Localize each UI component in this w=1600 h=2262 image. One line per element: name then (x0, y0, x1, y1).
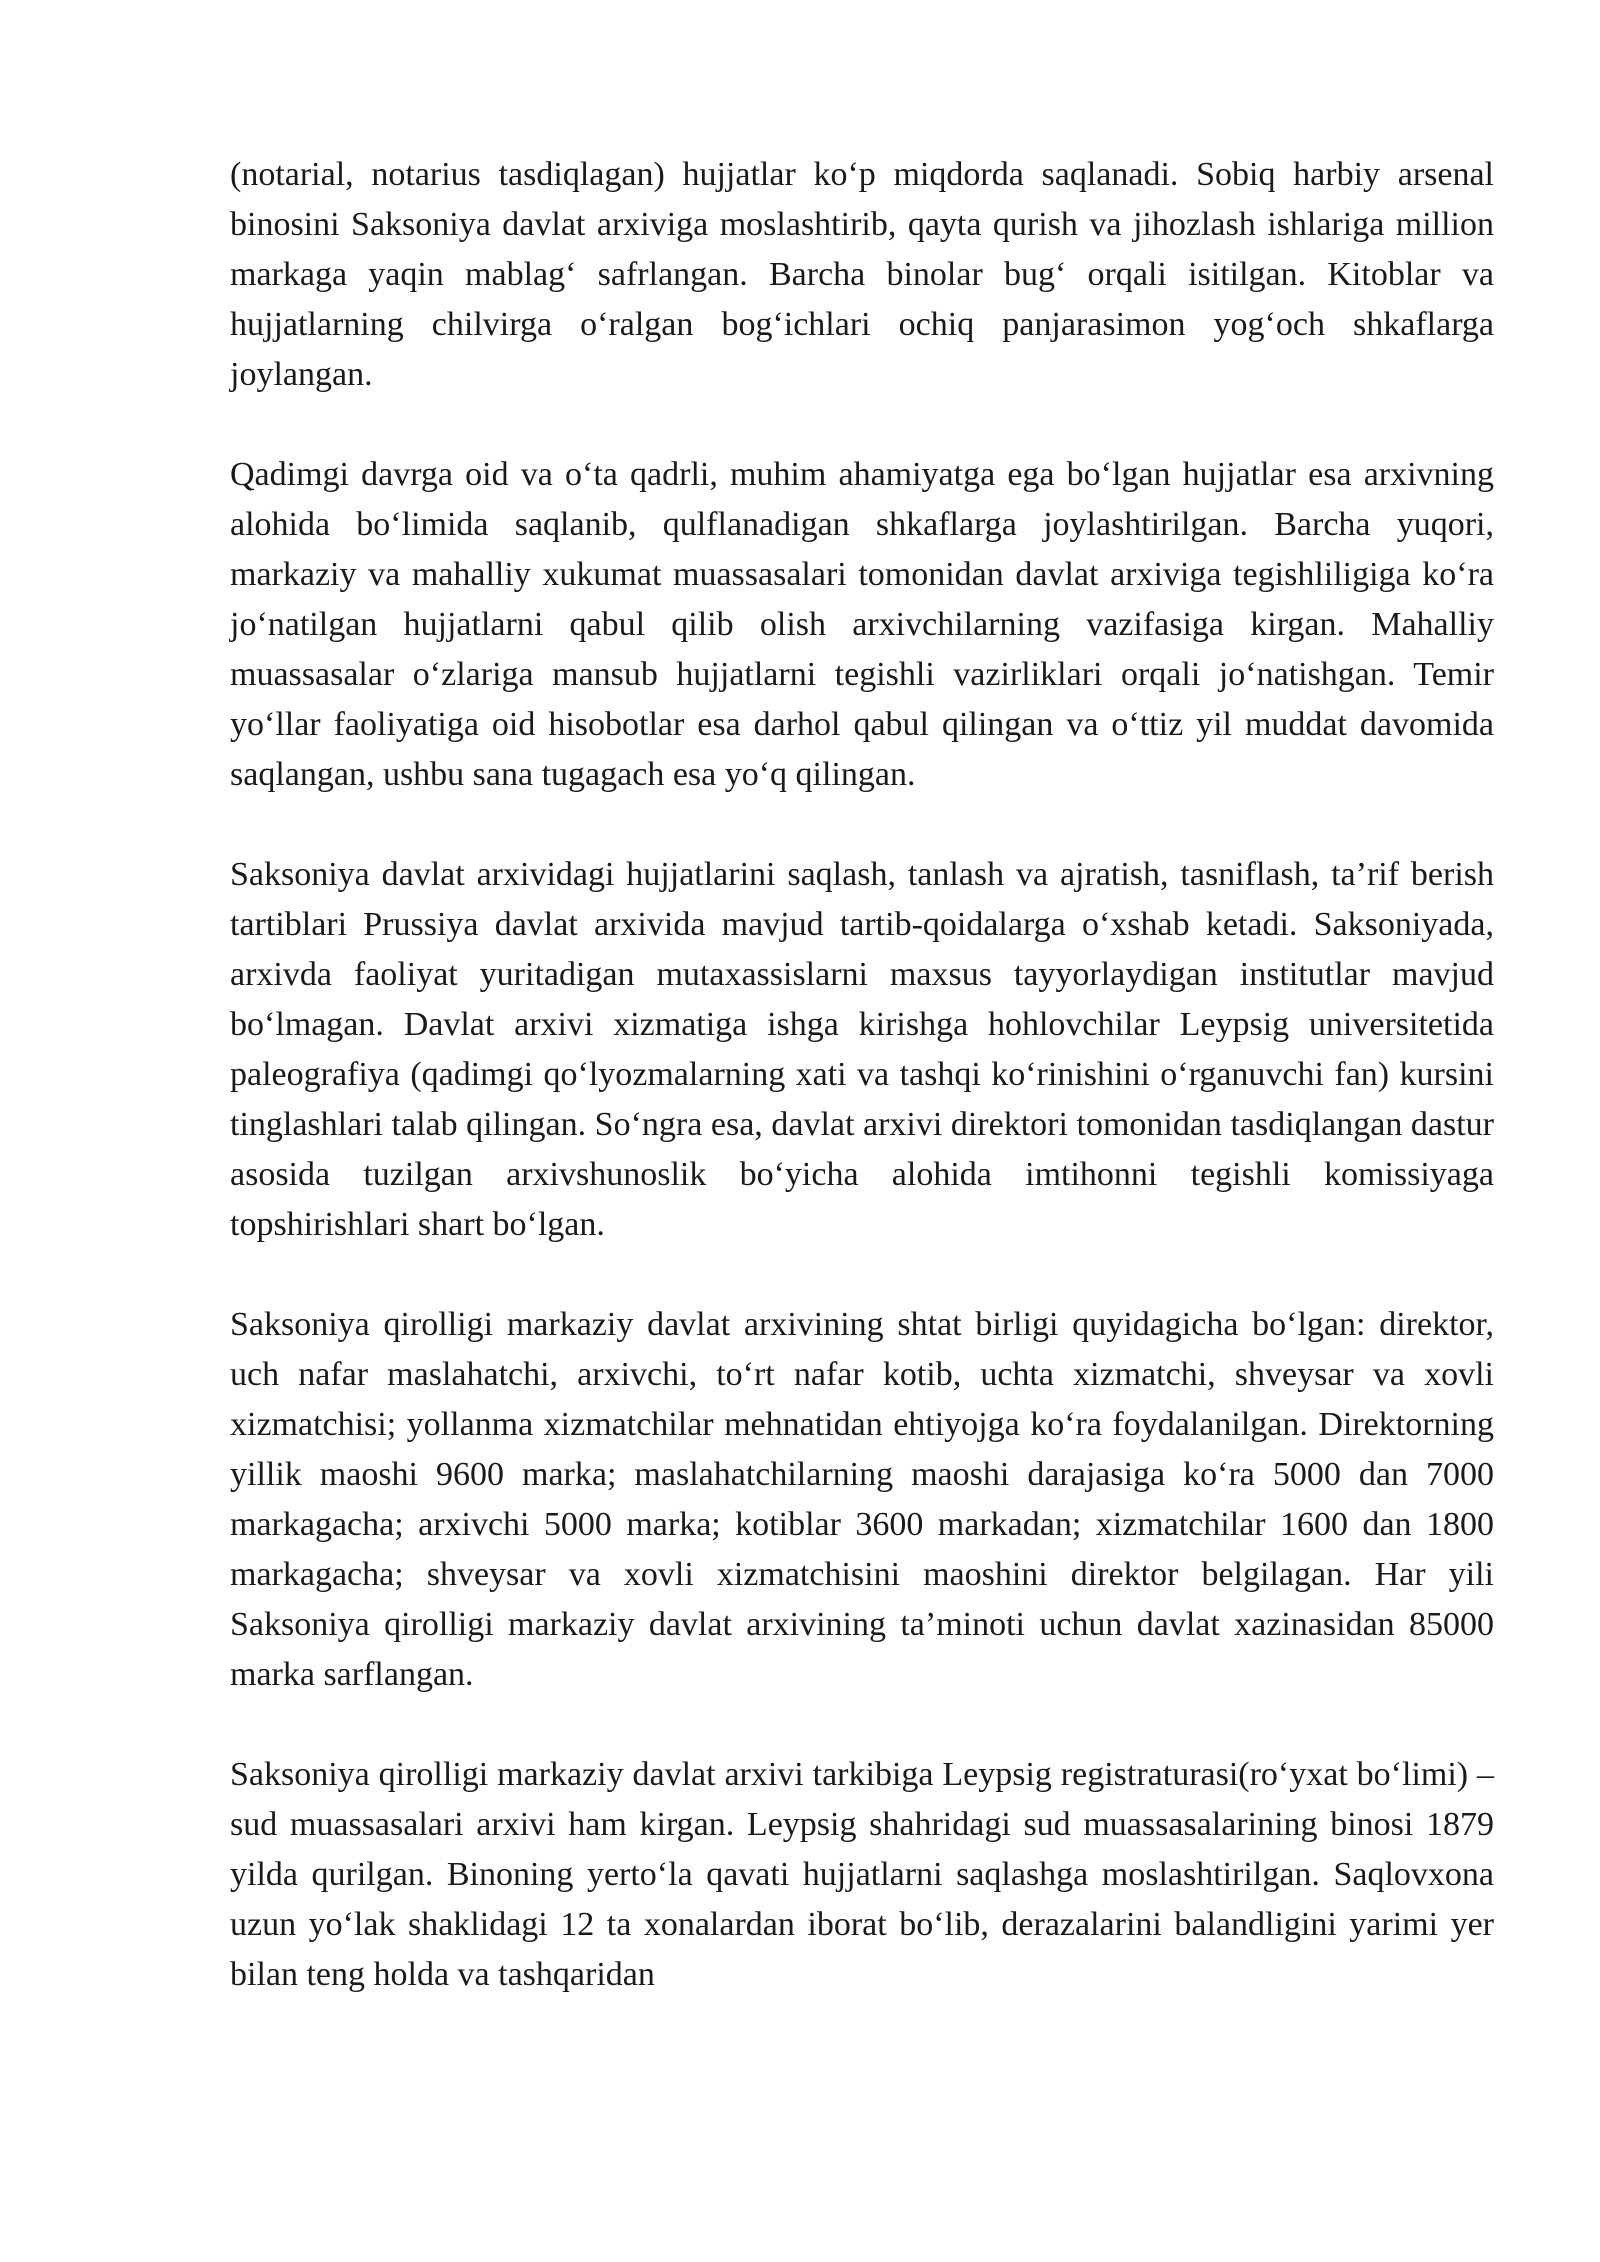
paragraph-3: Saksoniya davlat arxividagi hujjatlarini saqlash, tanlash va ajratish, tasniflash, ta’rif berish tartiblari Prussiya davlat arxivida mavjud tartib-qoidalarga o‘xshab ketadi. Saksoniyada, arxivda faoliyat yuritadigan mutaxassislarni maxsus tayyorlaydigan institutlar mavjud bo‘lmagan. Davlat arxivi xizmatiga ishga kirishga hohlovchilar Leypsig universitetida paleografiya (qadimgi qo‘lyozmalarning xati va tashqi ko‘rinishini o‘rganuvchi fan) kursini tinglashlari talab qilingan. So‘ngra esa, davlat arxivi direktori tomonidan tasdiqlangan dastur asosida tuzilgan arxivshunoslik bo‘yicha alohida imtihonni tegishli komissiyaga topshirishlari shart bo‘lgan. (230, 856, 1494, 1243)
paragraph-1: (notarial, notarius tasdiqlagan) hujjatlar ko‘p miqdorda saqlanadi. Sobiq harbiy arsenal binosini Saksoniya davlat arxiviga moslashtirib, qayta qurish va jihozlash ishlariga million markaga yaqin mablag‘ safrlangan. Barcha binolar bug‘ orqali isitilgan. Kitoblar va hujjatlarning chilvirga o‘ralgan bog‘ichlari ochiq panjarasimon yog‘och shkaflarga joylangan. (230, 156, 1494, 393)
paragraph-2: Qadimgi davrga oid va o‘ta qadrli, muhim ahamiyatga ega bo‘lgan hujjatlar esa arxivning alohida bo‘limida saqlanib, qulflanadigan shkaflarga joylashtirilgan. Barcha yuqori, markaziy va mahalliy xukumat muassasalari tomonidan davlat arxiviga tegishliligiga ko‘ra jo‘natilgan hujjatlarni qabul qilib olish arxivchilarning vazifasiga kirgan. Mahalliy muassasalar o‘zlariga mansub hujjatlarni tegishli vazirliklari orqali jo‘natishgan. Temir yo‘llar faoliyatiga oid hisobotlar esa darhol qabul qilingan va o‘ttiz yil muddat davomida saqlangan, ushbu sana tugagach esa yo‘q qilingan. (230, 456, 1494, 793)
document-page (230, 150, 1494, 2000)
paragraph-5: Saksoniya qirolligi markaziy davlat arxivi tarkibiga Leypsig registraturasi(ro‘yxat bo‘limi) – sud muassasalari arxivi ham kirgan. Leypsig shahridagi sud muassasalarining binosi 1879 yilda qurilgan. Binoning yerto‘la qavati hujjatlarni saqlashga moslashtirilgan. Saqlovxona uzun yo‘lak shaklidagi 12 ta xonalardan iborat bo‘lib, derazalarini balandligini yarimi yer bilan teng holda va tashqaridan (230, 1756, 1494, 1993)
paragraph-4: Saksoniya qirolligi markaziy davlat arxivining shtat birligi quyidagicha bo‘lgan: direktor, uch nafar maslahatchi, arxivchi, to‘rt nafar kotib, uchta xizmatchi, shveysar va xovli xizmatchisi; yollanma xizmatchilar mehnatidan ehtiyojga ko‘ra foydalanilgan. Direktorning yillik maoshi 9600 marka; maslahatchilarning maoshi darajasiga ko‘ra 5000 dan 7000 markagacha; arxivchi 5000 marka; kotiblar 3600 markadan; xizmatchilar 1600 dan 1800 markagacha; shveysar va xovli xizmatchisini maoshini direktor belgilagan. Har yili Saksoniya qirolligi markaziy davlat arxivining ta’minoti uchun davlat xazinasidan 85000 marka sarflangan. (230, 1306, 1494, 1693)
